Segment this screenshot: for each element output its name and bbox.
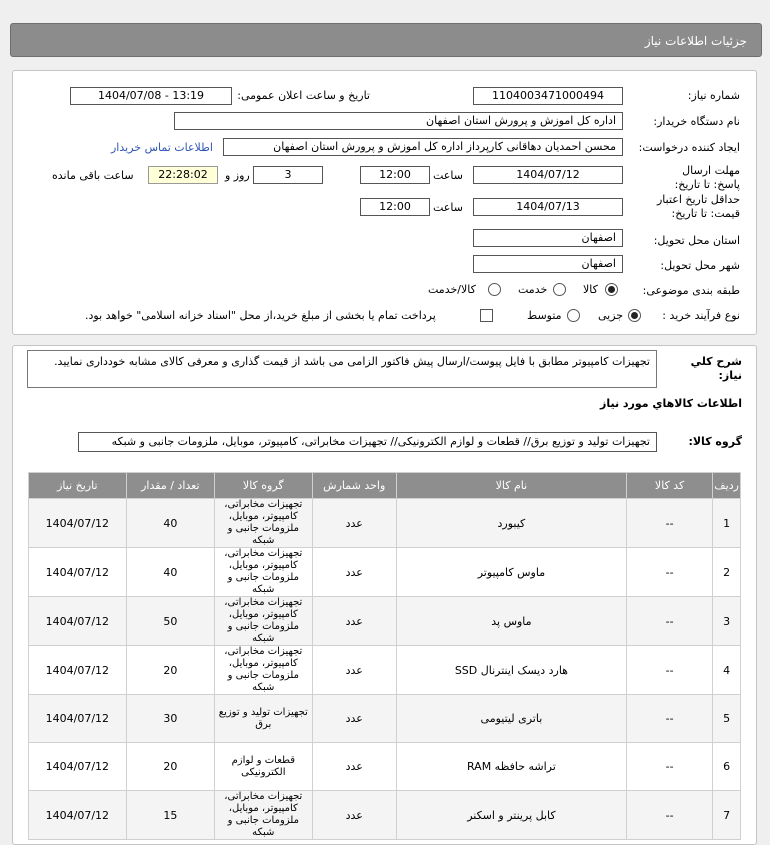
reply-hour-label: ساعت	[433, 169, 463, 182]
goods-group: تجهیزات مخابراتی، کامپیوتر، موبایل، ملزومات جانبی و شبکه	[215, 646, 313, 695]
need-date: 1404/07/12	[29, 791, 127, 840]
purchase-medium-label: متوسط	[527, 309, 562, 322]
reply-deadline-label: مهلت ارسال پاسخ: تا تاریخ:	[674, 164, 740, 191]
quantity: 15	[126, 791, 214, 840]
treasury-note: پرداخت تمام یا بخشی از مبلغ خرید،از محل "اسناد خزانه اسلامی" خواهد بود.	[85, 309, 436, 322]
purchase-minor-radio[interactable]	[628, 309, 641, 322]
goods-name: کیبورد	[396, 499, 626, 548]
goods-name: هارد دیسک اینترنال SSD	[396, 646, 626, 695]
unit: عدد	[312, 646, 396, 695]
row-number: 2	[713, 548, 741, 597]
category-goods-radio[interactable]	[605, 283, 618, 296]
row-number: 7	[713, 791, 741, 840]
buyer-org-field: اداره کل اموزش و پرورش استان اصفهان	[174, 112, 623, 130]
quantity: 40	[126, 499, 214, 548]
row-number: 3	[713, 597, 741, 646]
purchase-medium-radio[interactable]	[567, 309, 580, 322]
quantity: 30	[126, 695, 214, 743]
header-unit[interactable]: واحد شمارش	[312, 473, 396, 499]
hours-remaining-label: ساعت باقی مانده	[52, 169, 134, 182]
unit: عدد	[312, 499, 396, 548]
header-need-date[interactable]: تاریخ نیاز	[29, 473, 127, 499]
header-goods-code[interactable]: کد کالا	[626, 473, 712, 499]
city-field: اصفهان	[473, 255, 623, 273]
reply-time-field: 12:00	[360, 166, 430, 184]
quantity: 40	[126, 548, 214, 597]
need-date: 1404/07/12	[29, 597, 127, 646]
goods-code: --	[626, 548, 712, 597]
goods-name: باتری لیتیومی	[396, 695, 626, 743]
unit: عدد	[312, 743, 396, 791]
requester-field: محسن احمدیان دهاقانی کارپرداز اداره کل اموزش و پرورش استان اصفهان	[223, 138, 623, 156]
announce-datetime-field: 1404/07/08 - 13:19	[70, 87, 232, 105]
table-row	[29, 548, 741, 597]
goods-code: --	[626, 695, 712, 743]
category-service-radio[interactable]	[553, 283, 566, 296]
validity-time-field: 12:00	[360, 198, 430, 216]
validity-hour-label: ساعت	[433, 201, 463, 214]
buyer-org-label: نام دستگاه خریدار:	[653, 115, 740, 128]
province-field: اصفهان	[473, 229, 623, 247]
table-row	[29, 597, 741, 646]
time-left-field: 22:28:02	[148, 166, 218, 184]
need-date: 1404/07/12	[29, 646, 127, 695]
reply-date-field: 1404/07/12	[473, 166, 623, 184]
unit: عدد	[312, 597, 396, 646]
need-number-field: 1104003471000494	[473, 87, 623, 105]
need-date: 1404/07/12	[29, 499, 127, 548]
category-service-label: خدمت	[518, 283, 548, 296]
treasury-checkbox[interactable]	[480, 309, 493, 322]
goods-code: --	[626, 499, 712, 548]
need-date: 1404/07/12	[29, 548, 127, 597]
table-row	[29, 743, 741, 791]
goods-group: تجهیزات مخابراتی، کامپیوتر، موبایل، ملزومات جانبی و شبکه	[215, 597, 313, 646]
category-goods-service-label: کالا/خدمت	[428, 283, 476, 296]
header-row-number[interactable]: ردیف	[713, 473, 741, 499]
subject-category-label: طبقه بندی موضوعی:	[642, 284, 740, 297]
header-quantity[interactable]: تعداد / مقدار	[126, 473, 214, 499]
goods-name: ماوس پد	[396, 597, 626, 646]
purchase-type-label: نوع فرآیند خرید :	[662, 309, 740, 322]
need-number-label: شماره نیاز:	[687, 89, 740, 102]
unit: عدد	[312, 791, 396, 840]
header-goods-group[interactable]: گروه کالا	[215, 473, 313, 499]
category-goods-label: کالا	[583, 283, 598, 296]
goods-code: --	[626, 743, 712, 791]
page-header	[10, 23, 762, 57]
table-row	[29, 695, 741, 743]
quantity: 50	[126, 597, 214, 646]
buyer-contact-link[interactable]: اطلاعات تماس خریدار	[111, 141, 213, 154]
row-number: 5	[713, 695, 741, 743]
delivery-city-label: شهر محل تحویل:	[660, 259, 740, 272]
page-title: جزئیات اطلاعات نیاز	[644, 34, 747, 48]
row-number: 4	[713, 646, 741, 695]
table-row	[29, 646, 741, 695]
purchase-minor-label: جزیی	[598, 309, 624, 322]
table-header-row	[29, 473, 741, 499]
announce-datetime-label: تاریخ و ساعت اعلان عمومی:	[237, 89, 370, 102]
header-goods-name[interactable]: نام کالا	[396, 473, 626, 499]
goods-code: --	[626, 597, 712, 646]
goods-group: تجهیزات تولید و توزیع برق	[215, 695, 313, 743]
goods-name: تراشه حافظه RAM	[396, 743, 626, 791]
need-date: 1404/07/12	[29, 743, 127, 791]
row-number: 1	[713, 499, 741, 548]
general-description-label: شرح کلي نياز:	[690, 355, 742, 382]
goods-code: --	[626, 646, 712, 695]
table-row	[29, 499, 741, 548]
goods-group: تجهیزات مخابراتی، کامپیوتر، موبایل، ملزومات جانبی و شبکه	[215, 548, 313, 597]
validity-date-field: 1404/07/13	[473, 198, 623, 216]
day-and-label: روز و	[225, 169, 250, 182]
row-number: 6	[713, 743, 741, 791]
delivery-province-label: استان محل تحویل:	[653, 234, 740, 247]
days-left-field: 3	[253, 166, 323, 184]
goods-group: تجهیزات مخابراتی، کامپیوتر، موبایل، ملزومات جانبی و شبکه	[215, 791, 313, 840]
goods-name: کابل پرینتر و اسکنر	[396, 791, 626, 840]
goods-info-heading: اطلاعات کالاهاي مورد نياز	[600, 397, 742, 410]
need-date: 1404/07/12	[29, 695, 127, 743]
goods-table	[28, 472, 741, 840]
goods-group: قطعات و لوازم الکترونیکی	[215, 743, 313, 791]
goods-group-label: گروه کالا:	[688, 435, 742, 448]
unit: عدد	[312, 548, 396, 597]
unit: عدد	[312, 695, 396, 743]
general-description-field: تجهیزات کامپیوتر مطابق با فایل پیوست/ارسال پیش فاکتور الزامی می باشد از قیمت گذاری و معرفی کالای مشابه خودداری نمایید.	[27, 350, 657, 388]
goods-name: ماوس کامپیوتر	[396, 548, 626, 597]
goods-group-field: تجهیزات تولید و توزیع برق// قطعات و لوازم الکترونیکی// تجهیزات مخابراتی، کامپیوتر، موبایل، ملزومات جانبی و شبکه	[78, 432, 657, 452]
category-goods-service-radio[interactable]	[488, 283, 501, 296]
quantity: 20	[126, 743, 214, 791]
quantity: 20	[126, 646, 214, 695]
table-row	[29, 791, 741, 840]
requester-label: ایجاد کننده درخواست:	[638, 141, 740, 154]
goods-group: تجهیزات مخابراتی، کامپیوتر، موبایل، ملزومات جانبی و شبکه	[215, 499, 313, 548]
goods-code: --	[626, 791, 712, 840]
price-validity-label: حداقل تاریخ اعتبار قیمت: تا تاریخ:	[656, 193, 740, 220]
